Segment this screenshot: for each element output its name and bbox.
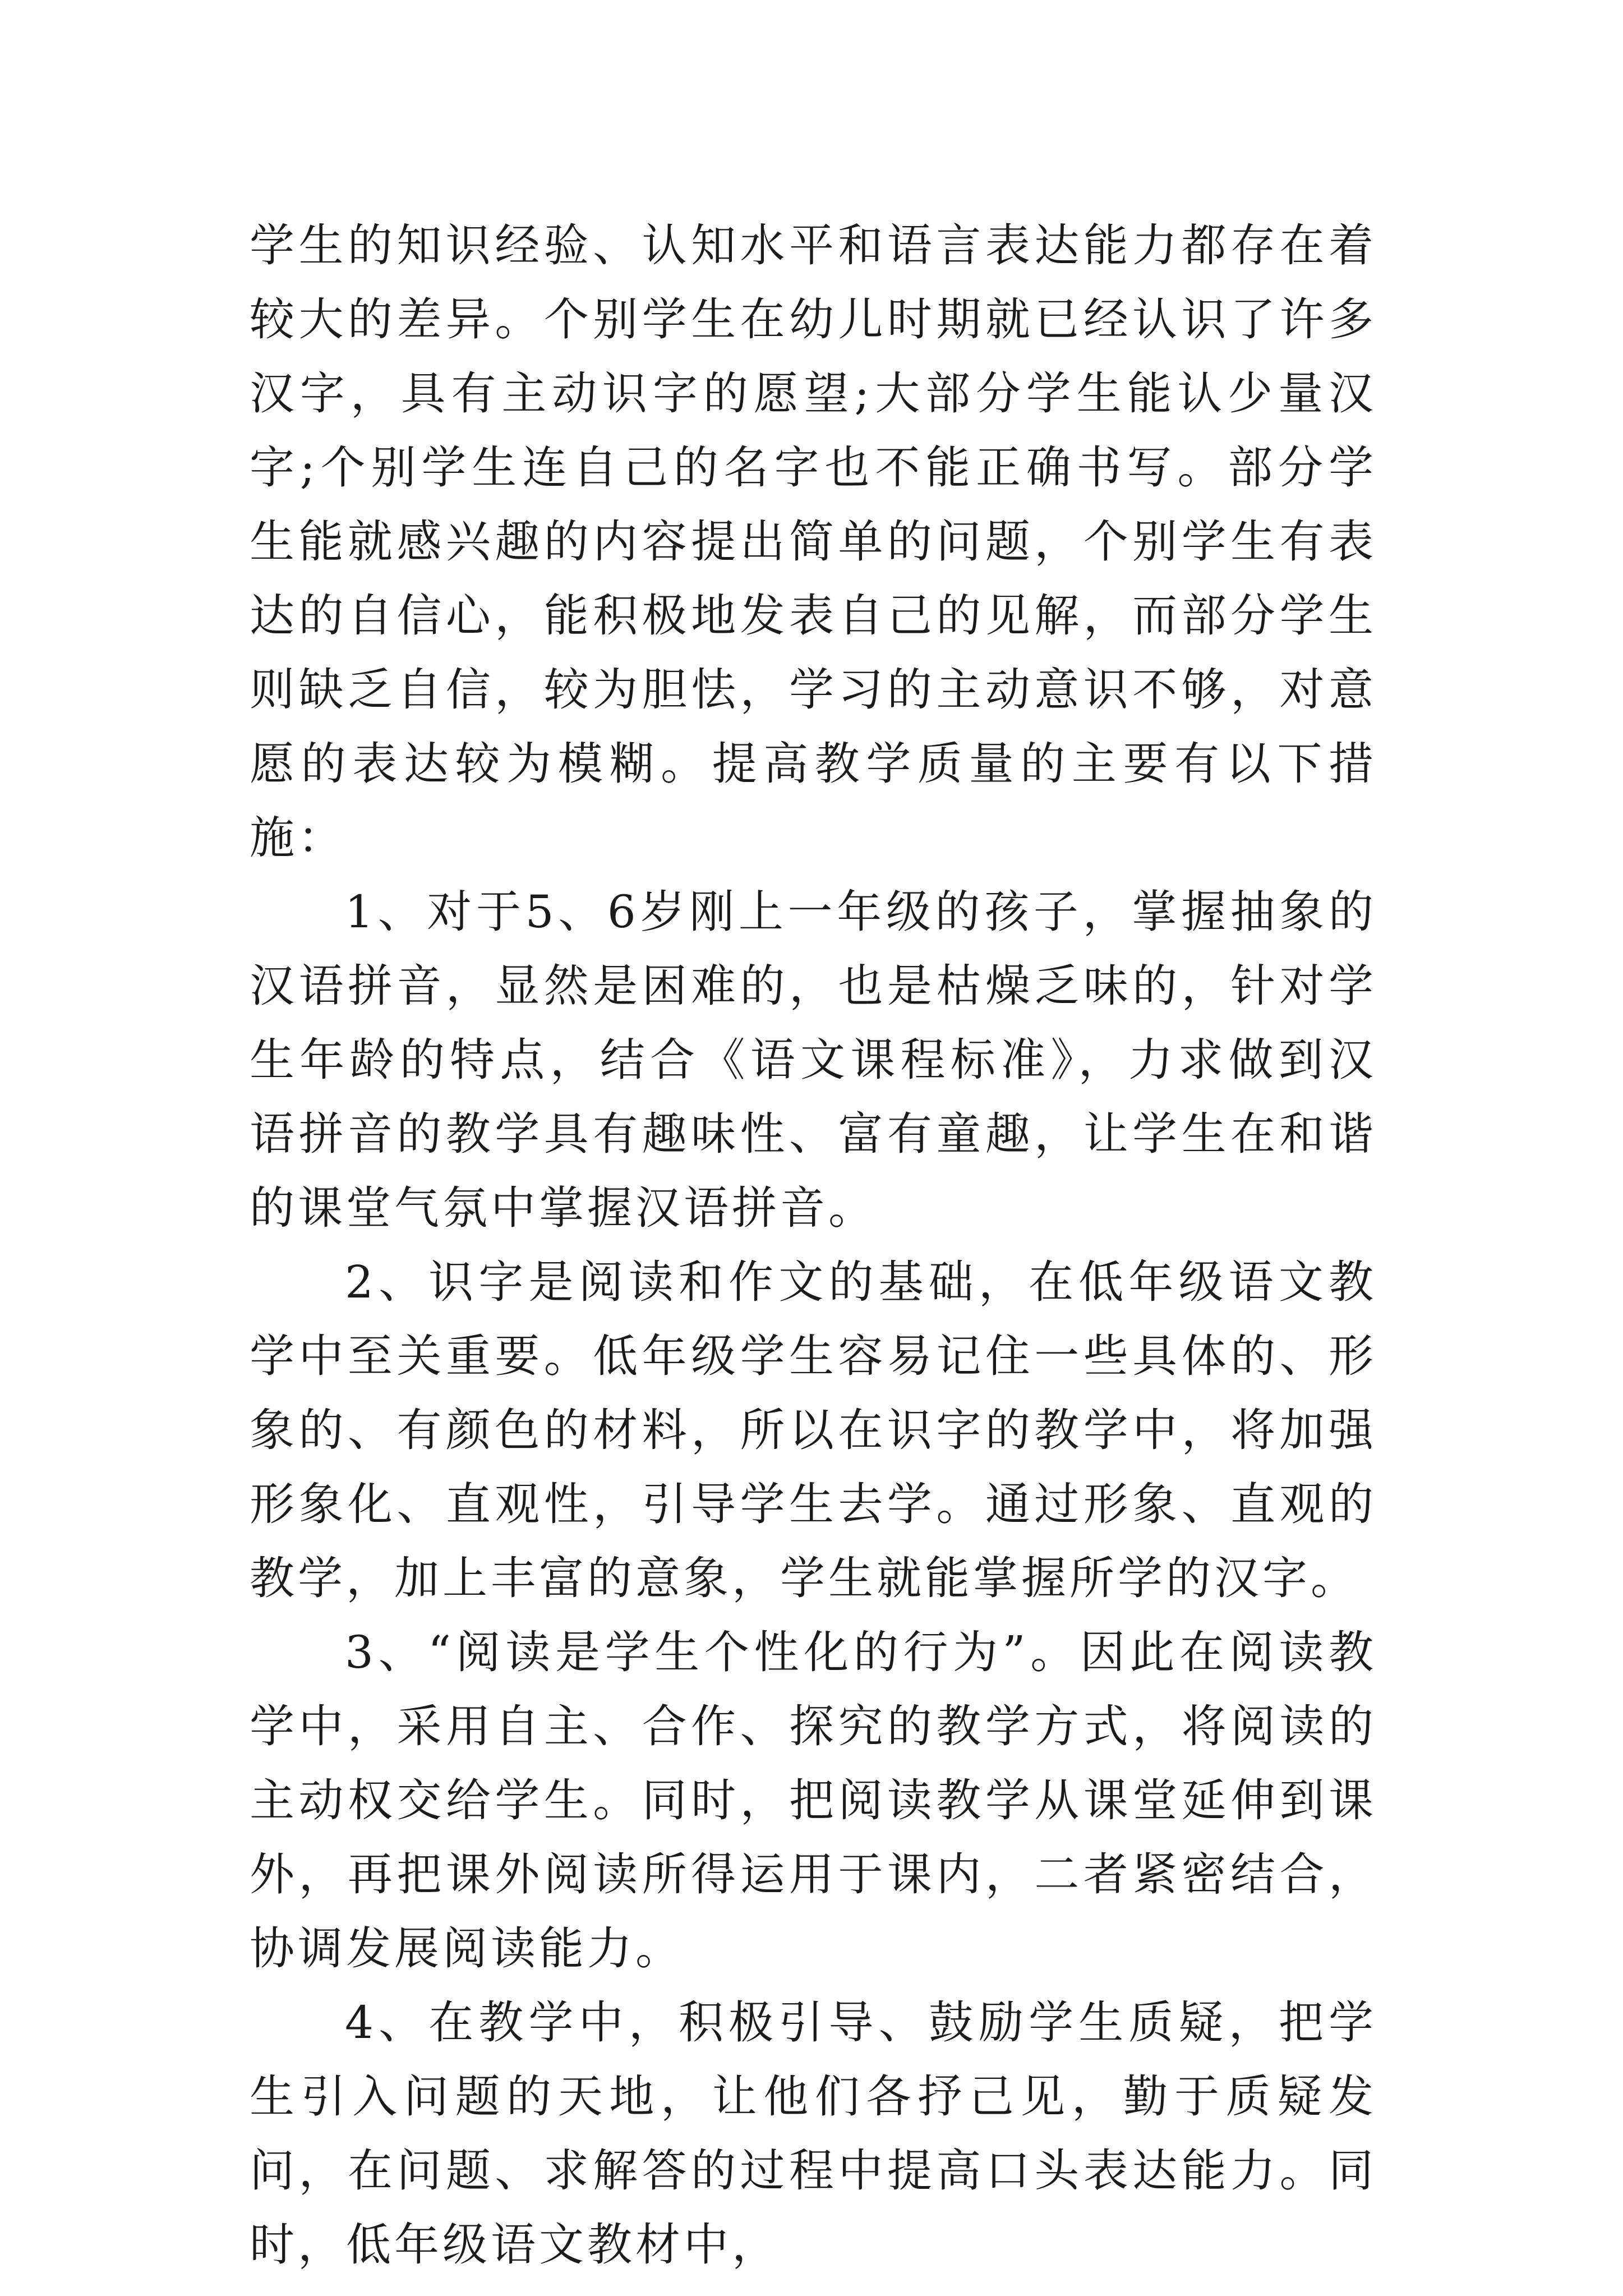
document-body — [250, 209, 1377, 2282]
paragraph-item-1: 1、对于5、6岁刚上一年级的孩子，掌握抽象的汉语拼音，显然是困难的，也是枯燥乏味的，针对学生年龄的特点，结合《语文课程标准》，力求做到汉语拼音的教学具有趣味性、富有童趣，让学生在和谐的课堂气氛中掌握汉语拼音。 — [250, 886, 1377, 1234]
paragraph-item-2: 2、识字是阅读和作文的基础，在低年级语文教学中至关重要。低年级学生容易记住一些具体的、形象的、有颜色的材料，所以在识字的教学中，将加强形象化、直观性，引导学生去学。通过形象、直观的教学，加上丰富的意象，学生就能掌握所学的汉字。 — [250, 1256, 1377, 1604]
paragraph-item-3: 3、“阅读是学生个性化的行为”。因此在阅读教学中，采用自主、合作、探究的教学方式，将阅读的主动权交给学生。同时，把阅读教学从课堂延伸到课外，再把课外阅读所得运用于课内，二者紧密结合，协调发展阅读能力。 — [250, 1626, 1377, 1975]
paragraph-item-4: 4、在教学中，积极引导、鼓励学生质疑，把学生引入问题的天地，让他们各抒己见，勤于质疑发问，在问题、求解答的过程中提高口头表达能力。同时，低年级语文教材中， — [250, 1996, 1377, 2271]
paragraph-intro: 学生的知识经验、认知水平和语言表达能力都存在着较大的差异。个别学生在幼儿时期就已经认识了许多汉字，具有主动识字的愿望;大部分学生能认少量汉字;个别学生连自己的名字也不能正确书写。部分学生能就感兴趣的内容提出简单的问题，个别学生有表达的自信心，能积极地发表自己的见解，而部分学生则缺乏自信，较为胆怯，学习的主动意识不够，对意愿的表达较为模糊。提高教学质量的主要有以下措施： — [250, 219, 1377, 864]
